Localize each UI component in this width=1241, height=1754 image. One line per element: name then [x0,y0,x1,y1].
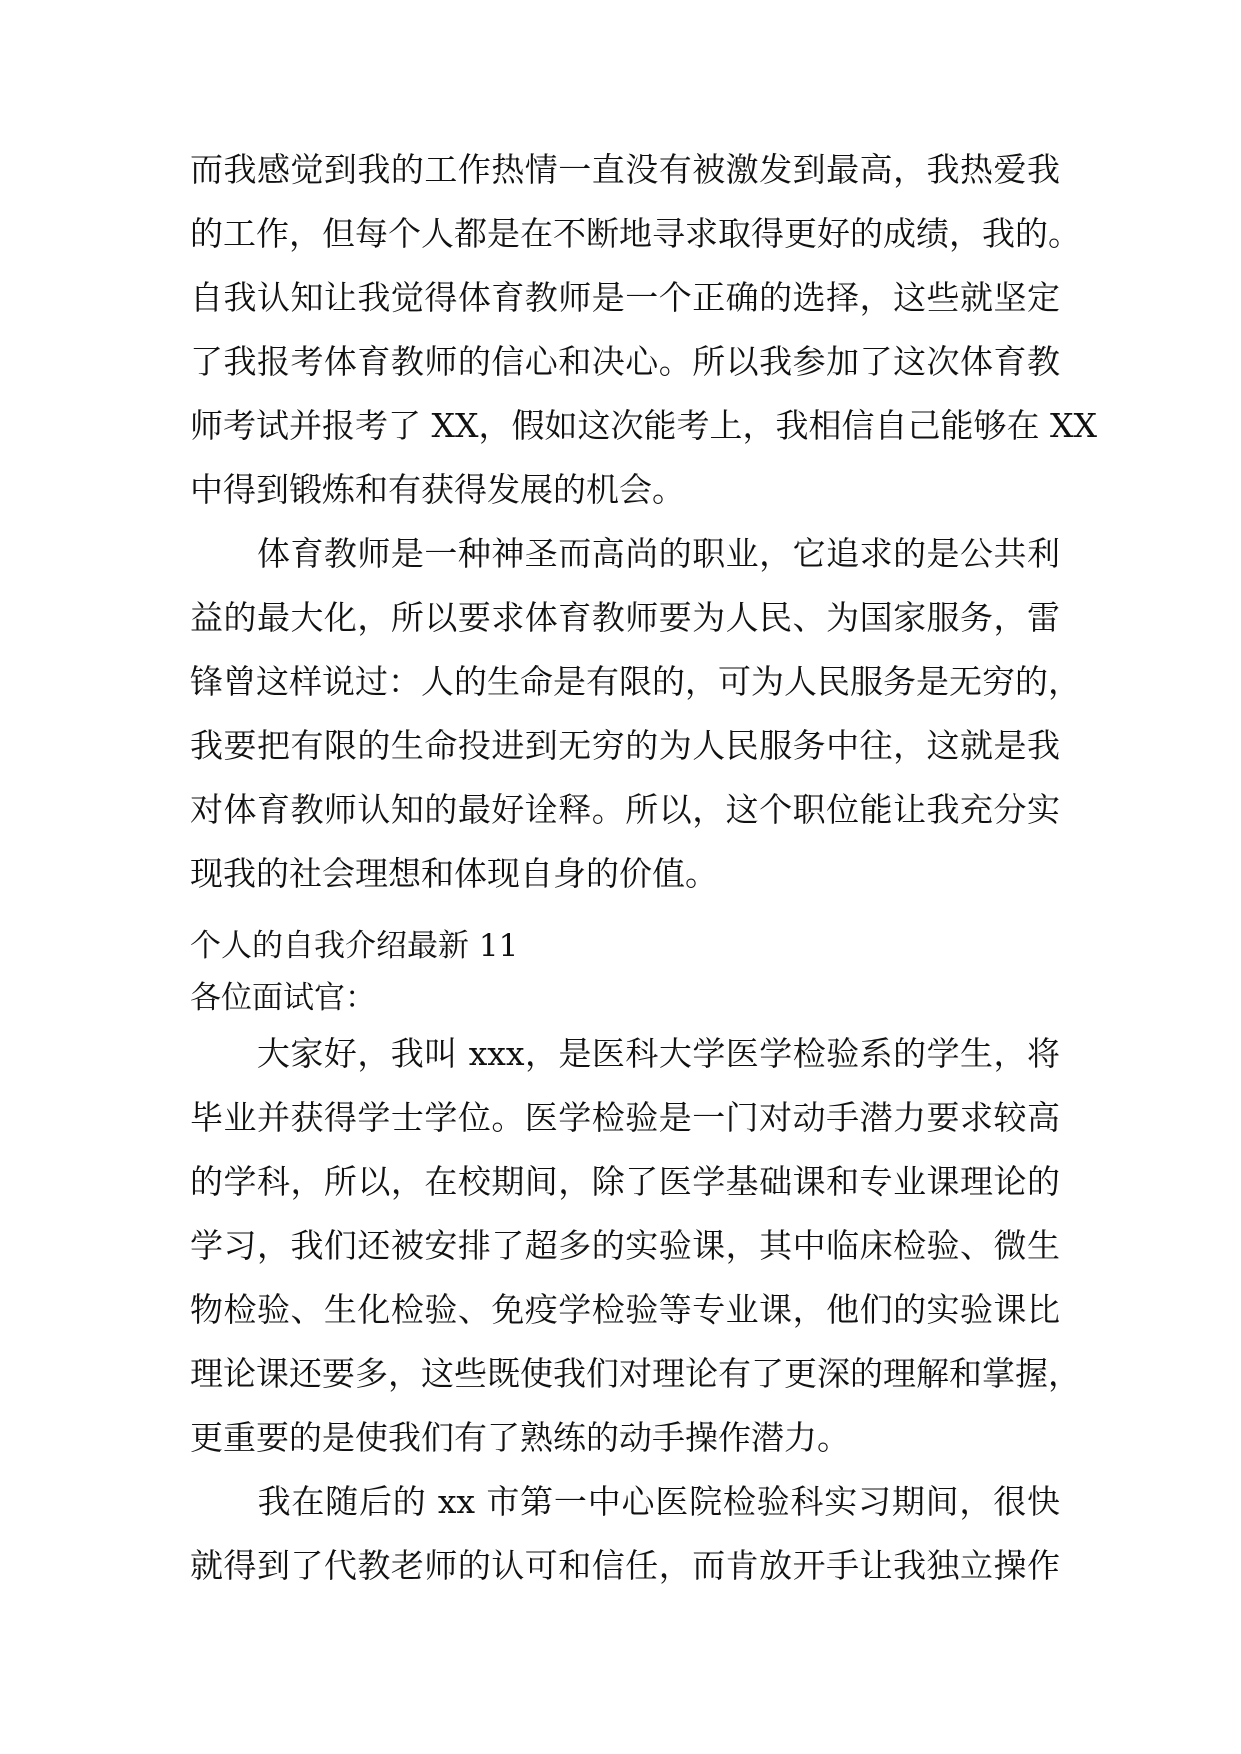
text-line: 的工作，但每个人都是在不断地寻求取得更好的成绩，我的。 [190,214,1081,253]
text-line: 毕业并获得学士学位。医学检验是一门对动手潜力要求较高 [190,1098,1060,1137]
text-line: 体育教师是一种神圣而高尚的职业，它追求的是公共利 [190,534,1060,573]
text-line: 学习，我们还被安排了超多的实验课，其中临床检验、微生 [190,1226,1060,1265]
text-line: 现我的社会理想和体现自身的价值。 [190,854,718,893]
text-line: 的学科，所以，在校期间，除了医学基础课和专业课理论的 [190,1162,1060,1201]
text-line: 而我感觉到我的工作热情一直没有被激发到最高，我热爱我 [190,150,1060,189]
text-line: 对体育教师认知的最好诠释。所以，这个职位能让我充分实 [190,790,1060,829]
text-line: 我要把有限的生命投进到无穷的为人民服务中往，这就是我 [190,726,1060,765]
text-line: 就得到了代教老师的认可和信任，而肯放开手让我独立操作 [190,1546,1060,1585]
text-line: 我在随后的 xx 市第一中心医院检验科实习期间，很快 [190,1482,1060,1521]
text-line: 锋曾这样说过：人的生命是有限的，可为人民服务是无穷的， [190,662,1081,701]
paragraph-1 [190,138,1097,522]
text-line: 自我认知让我觉得体育教师是一个正确的选择，这些就坚定 [190,278,1060,317]
text-line: 师考试并报考了 XX，假如这次能考上，我相信自己能够在 XX [190,406,1097,445]
paragraph-4 [190,1470,1060,1598]
text-line: 更重要的是使我们有了熟练的动手操作潜力。 [190,1418,850,1457]
paragraph-2 [190,522,1081,906]
text-line: 了我报考体育教师的信心和决心。所以我参加了这次体育教 [190,342,1060,381]
greeting: 各位面试官： [190,980,376,1016]
text-line: 益的最大化，所以要求体育教师要为人民、为国家服务，雷 [190,598,1060,637]
paragraph-3 [190,1022,1081,1470]
section-title: 个人的自我介绍最新 11 [190,928,519,964]
text-line: 物检验、生化检验、免疫学检验等专业课，他们的实验课比 [190,1290,1060,1329]
text-line: 中得到锻炼和有获得发展的机会。 [190,470,685,509]
text-line: 理论课还要多，这些既使我们对理论有了更深的理解和掌握， [190,1354,1081,1393]
text-line: 大家好，我叫 xxx，是医科大学医学检验系的学生，将 [190,1034,1060,1073]
